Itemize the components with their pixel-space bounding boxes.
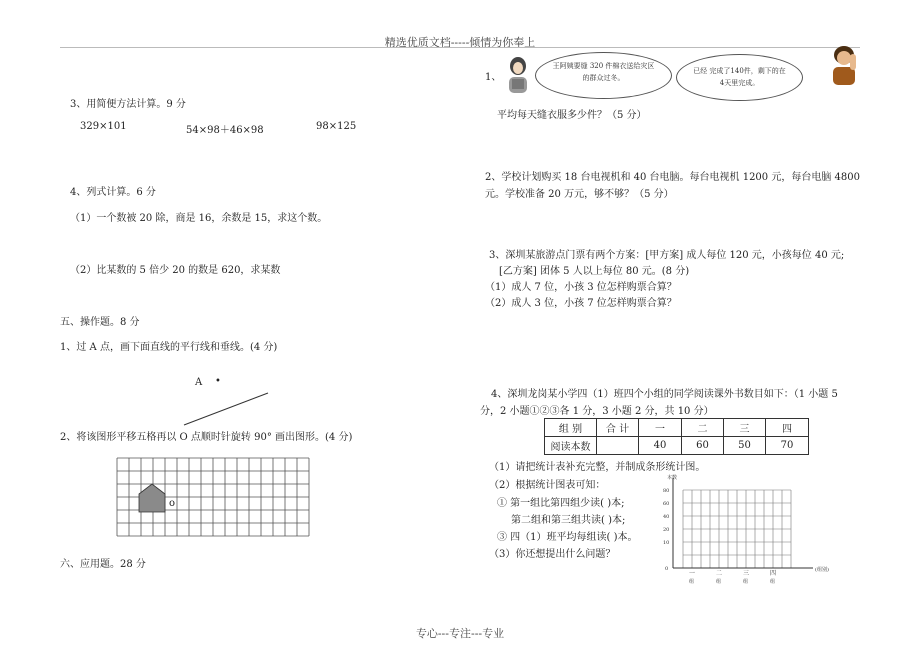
r-q4-line-1: 4、深圳龙岗某小学四（1）班四个小组的同学阅读课外书数目如下：（1 小题 5	[491, 389, 838, 400]
x-group-label: 一	[689, 570, 696, 577]
x-group-label: 三	[743, 570, 750, 577]
r-q4-item-a: ① 第一组比第四组少读( )本;	[497, 498, 625, 509]
table-header-row	[545, 419, 809, 437]
r-q3-sub-2: （2）成人 3 位，小孩 7 位怎样购票合算？	[485, 298, 677, 309]
x-group-suffix: 组	[689, 579, 695, 585]
reading-stats-table	[544, 418, 809, 455]
page-header: 精选优质文档-----倾情为你奉上	[384, 36, 536, 49]
table-cell: 70	[766, 437, 809, 455]
x-group-label: 二	[716, 570, 723, 577]
y-tick-label: 80	[663, 488, 670, 494]
r-q4-line-2: 分，2 小题①②③各 1 分，3 小题 2 分，共 10 分）	[480, 406, 714, 417]
table-cell: 60	[682, 437, 724, 455]
chart-y-label: 本数	[667, 475, 678, 481]
table-row	[545, 437, 809, 455]
y-tick-label: 40	[663, 514, 670, 520]
q3-title: 3、用简便方法计算。9 分	[70, 99, 186, 110]
q4-part-2: （2）比某数的 5 倍少 20 的数是 620，求某数	[70, 265, 281, 276]
r-q4-item-b: 第二组和第三组共读( )本;	[511, 515, 626, 526]
man-figure-icon	[828, 44, 864, 90]
x-group-label: 四	[770, 570, 777, 577]
speech-cloud-1	[535, 52, 672, 99]
table-header-cell: 组 别	[545, 419, 597, 437]
table-header-cell: 一	[639, 419, 682, 437]
r-q4-sub-1: （1）请把统计表补充完整，并制成条形统计图。	[489, 462, 706, 473]
y-tick-label: 60	[663, 501, 670, 507]
y-tick-label: 10	[663, 540, 670, 546]
translation-grid	[116, 457, 320, 541]
r-q3-line-2: [乙方案] 团体 5 人以上每位 80 元。(8 分)	[499, 266, 690, 277]
q3-item-1: 329×101	[80, 121, 127, 132]
table-header-cell: 三	[724, 419, 766, 437]
point-a-label: A	[195, 377, 203, 388]
q3-item-2: 54×98＋46×98	[186, 125, 264, 136]
x-group-suffix: 组	[716, 579, 722, 585]
table-cell-blank	[597, 437, 639, 455]
woman-figure-icon	[503, 55, 533, 99]
chart-x-unit: (组别)	[815, 567, 829, 573]
r-q4-item-c: ③ 四（1）班平均每组读( )本。	[497, 532, 638, 543]
y-tick-label: 20	[663, 527, 670, 533]
table-cell: 40	[639, 437, 682, 455]
r-q2-line-1: 2、学校计划购买 18 台电视机和 40 台电脑。每台电视机 1200 元，每台电脑 4800	[485, 172, 860, 183]
table-cell: 阅读本数	[545, 437, 597, 455]
table-header-cell: 合 计	[597, 419, 639, 437]
r-q1-text: 平均每天缝衣服多少件？（5 分）	[497, 110, 647, 121]
r-q4-sub-2: （2）根据统计图表可知：	[489, 480, 606, 491]
operation-1: 1、过 A 点，画下面直线的平行线和垂线。(4 分)	[60, 342, 278, 353]
section-5-title: 五、操作题。8 分	[60, 317, 140, 328]
operation-2: 2、将该图形平移五格再以 O 点顺时针旋转 90° 画出图形。(4 分)	[60, 432, 353, 443]
q3-item-3: 98×125	[316, 121, 357, 132]
page-footer: 专心---专注---专业	[415, 627, 505, 640]
y-tick-label: 0	[665, 566, 669, 572]
pentagon-shape	[139, 484, 165, 512]
point-a-dot: •	[215, 376, 221, 387]
table-cell: 50	[724, 437, 766, 455]
cloud-2-text: 已经 完成了140件，剩下的在4天里完成。	[693, 67, 786, 87]
x-group-suffix: 组	[743, 579, 749, 585]
table-header-cell: 二	[682, 419, 724, 437]
blank-bar-chart	[655, 470, 835, 595]
line-segment	[180, 390, 280, 430]
point-o-label: o	[169, 498, 176, 509]
section-6-title: 六、应用题。28 分	[60, 559, 146, 570]
r-q3-line-1: 3、深圳某旅游点门票有两个方案：[甲方案] 成人每位 120 元，小孩每位 40 元;	[489, 250, 845, 261]
q4-part-1: （1）一个数被 20 除，商是 16，余数是 15，求这个数。	[70, 213, 328, 224]
r-q1-number: 1、	[485, 72, 502, 83]
table-header-cell: 四	[766, 419, 809, 437]
r-q3-sub-1: （1）成人 7 位，小孩 3 位怎样购票合算？	[485, 282, 677, 293]
r-q2-line-2: 元。学校准备 20 万元，够不够？（5 分）	[485, 189, 674, 200]
x-group-suffix: 组	[770, 579, 776, 585]
cloud-1-text: 王阿姨要缝 320 件棉衣送给灾区的群众过冬。	[552, 62, 655, 82]
q4-title: 4、列式计算。6 分	[70, 187, 156, 198]
header-rule	[60, 47, 860, 48]
speech-cloud-2	[676, 54, 803, 101]
r-q4-sub-3: （3）你还想提出什么问题？	[489, 549, 616, 560]
